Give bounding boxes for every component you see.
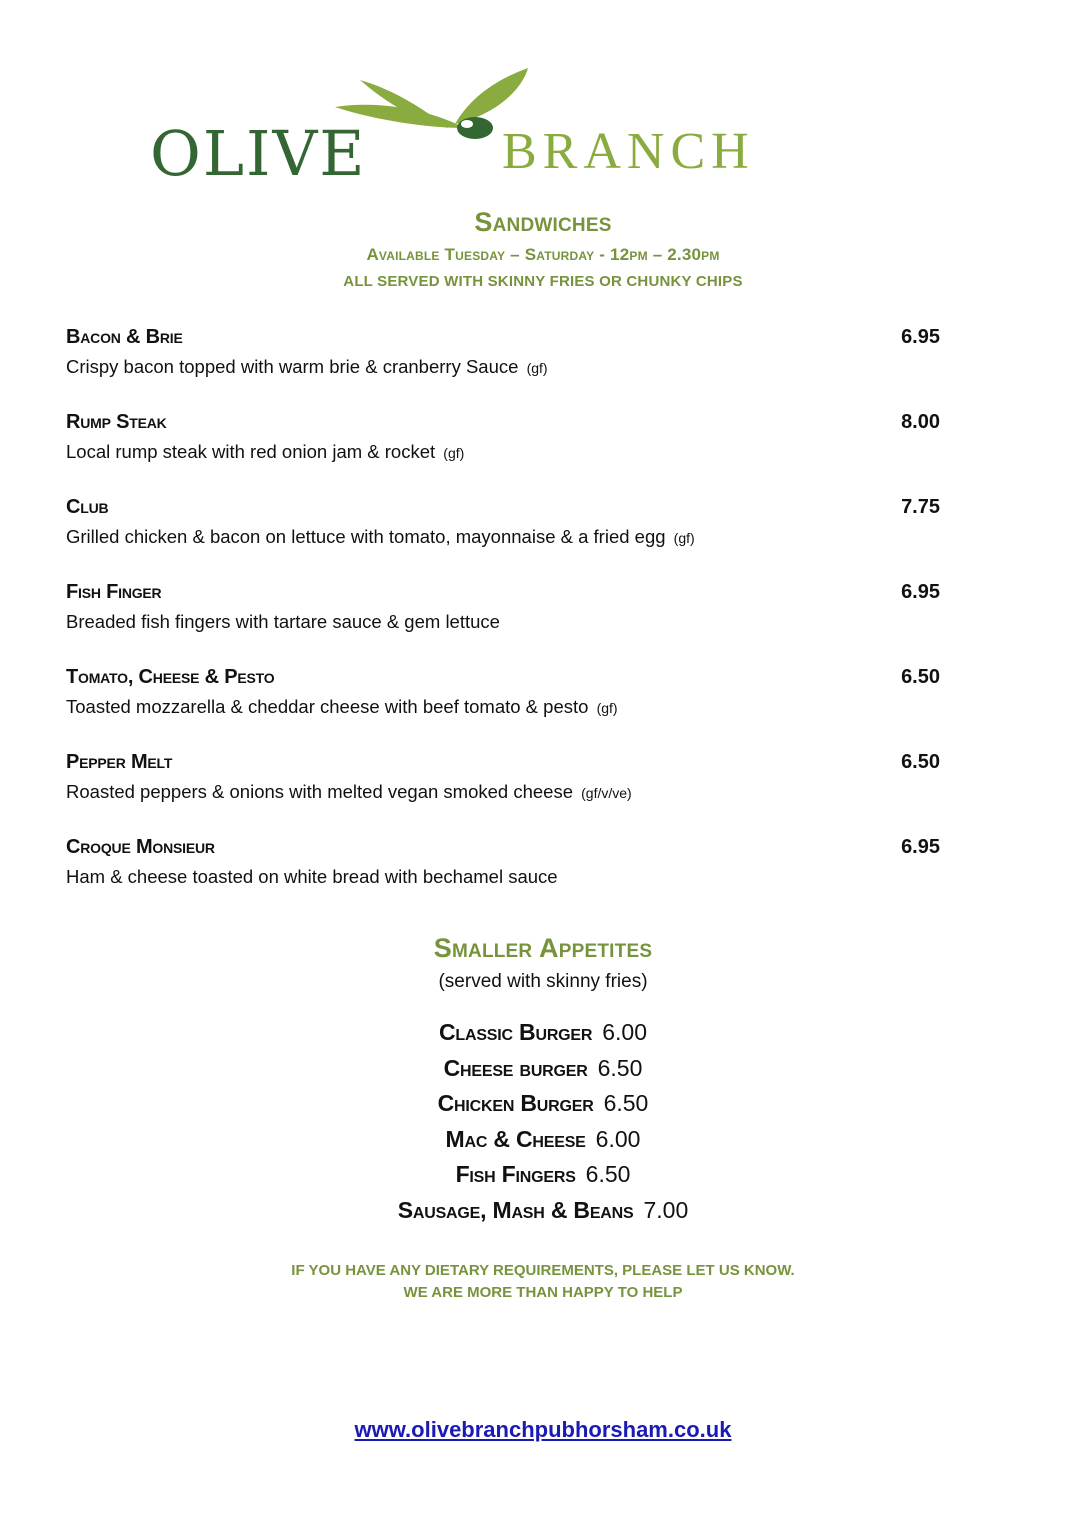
- menu-item: [66, 836, 940, 921]
- smaller-appetites-heading: Smaller Appetites: [433, 933, 653, 963]
- smaller-appetites-list: [0, 1015, 1086, 1229]
- item-name: Classic Burger: [438, 1019, 593, 1045]
- item-name: Pepper Melt: [66, 751, 173, 773]
- item-price: 6.95: [901, 326, 940, 348]
- item-name: Bacon & Brie: [66, 326, 183, 348]
- item-name: Chicken Burger: [437, 1090, 594, 1117]
- menu-item: [66, 751, 940, 836]
- item-price: 6.95: [901, 581, 940, 603]
- leaf-icon: [455, 68, 528, 124]
- item-name: Croque Monsieur: [66, 836, 215, 858]
- dietary-tag: (gf): [673, 530, 695, 546]
- dietary-notice: [0, 1260, 1086, 1304]
- item-name: Sausage, Mash & Beans: [397, 1196, 634, 1223]
- dietary-tag: (gf): [596, 700, 618, 716]
- olive-icon: [457, 117, 493, 139]
- served-with-text: ALL SERVED WITH SKINNY FRIES OR CHUNKY CHIPS: [343, 273, 743, 290]
- item-description-text: Grilled chicken & bacon on lettuce with tomato, mayonnaise & a fried egg: [66, 526, 666, 547]
- item-description-text: Local rump steak with red onion jam & rocket: [66, 441, 436, 462]
- item-price: 6.50: [585, 1161, 631, 1188]
- dietary-notice-line-1: IF YOU HAVE ANY DIETARY REQUIREMENTS, PLEASE LET US KNOW.: [291, 1262, 795, 1279]
- item-name: Tomato, Cheese & Pesto: [66, 666, 275, 688]
- item-price: 6.50: [603, 1090, 649, 1117]
- list-item: [0, 1157, 1086, 1193]
- sandwiches-heading: Sandwiches: [474, 207, 612, 237]
- logo-word-branch: BRANCH: [502, 123, 755, 180]
- list-item: [0, 1193, 1086, 1229]
- item-description: [66, 696, 618, 718]
- smaller-appetites-subtitle: (served with skinny fries): [438, 971, 648, 992]
- menu-item: [66, 326, 940, 411]
- item-price: 6.50: [901, 666, 940, 688]
- item-description: [66, 526, 695, 548]
- olive-branch-logo-graphic: [150, 60, 930, 190]
- olive-highlight: [461, 120, 473, 128]
- dietary-tag: (gf/v/ve): [581, 785, 632, 801]
- website-link[interactable]: www.olivebranchpubhorsham.co.uk: [354, 1417, 732, 1442]
- item-description: [66, 781, 632, 803]
- item-name: Cheese burger: [443, 1054, 588, 1081]
- item-description: [66, 441, 464, 463]
- item-description-text: Roasted peppers & onions with melted vegan smoked cheese: [66, 781, 573, 802]
- olive-branch-logo: [150, 60, 930, 190]
- dietary-notice-line-2: WE ARE MORE THAN HAPPY TO HELP: [403, 1284, 683, 1301]
- item-price: 6.95: [901, 836, 940, 858]
- sandwich-list: [66, 326, 940, 921]
- item-description-text: Breaded fish fingers with tartare sauce & gem lettuce: [66, 611, 500, 632]
- item-name: Mac & Cheese: [445, 1125, 586, 1152]
- item-description: [66, 611, 503, 633]
- item-price: 6.50: [597, 1054, 643, 1081]
- logo-word-olive: OLIVE: [150, 117, 367, 190]
- item-name: Club: [66, 496, 109, 518]
- item-description-text: Toasted mozzarella & cheddar cheese with beef tomato & pesto: [66, 696, 589, 717]
- item-price: 6.00: [595, 1125, 641, 1152]
- list-item: [0, 1051, 1086, 1087]
- item-price: 6.50: [901, 751, 940, 773]
- menu-item: [66, 666, 940, 751]
- dietary-tag: (gf): [526, 360, 548, 376]
- list-item: [0, 1122, 1086, 1158]
- item-price: 7.00: [643, 1196, 689, 1223]
- list-item: [0, 1086, 1086, 1122]
- item-description: [66, 866, 561, 888]
- item-name: Fish Finger: [66, 581, 162, 603]
- item-price: 7.75: [901, 496, 940, 518]
- item-description-text: Crispy bacon topped with warm brie & cranberry Sauce: [66, 356, 519, 377]
- item-name: Fish Fingers: [455, 1161, 576, 1188]
- menu-item: [66, 411, 940, 496]
- menu-item: [66, 496, 940, 581]
- availability-text: Available Tuesday – Saturday - 12pm – 2.30pm: [366, 245, 720, 264]
- item-description: [66, 356, 548, 378]
- item-description-text: Ham & cheese toasted on white bread with bechamel sauce: [66, 866, 558, 887]
- dietary-tag: (gf): [443, 445, 465, 461]
- item-price: 6.00: [602, 1019, 648, 1045]
- website-footer: [0, 1417, 1086, 1443]
- list-item: [0, 1015, 1086, 1051]
- item-name: Rump Steak: [66, 411, 167, 433]
- item-price: 8.00: [901, 411, 940, 433]
- menu-item: [66, 581, 940, 666]
